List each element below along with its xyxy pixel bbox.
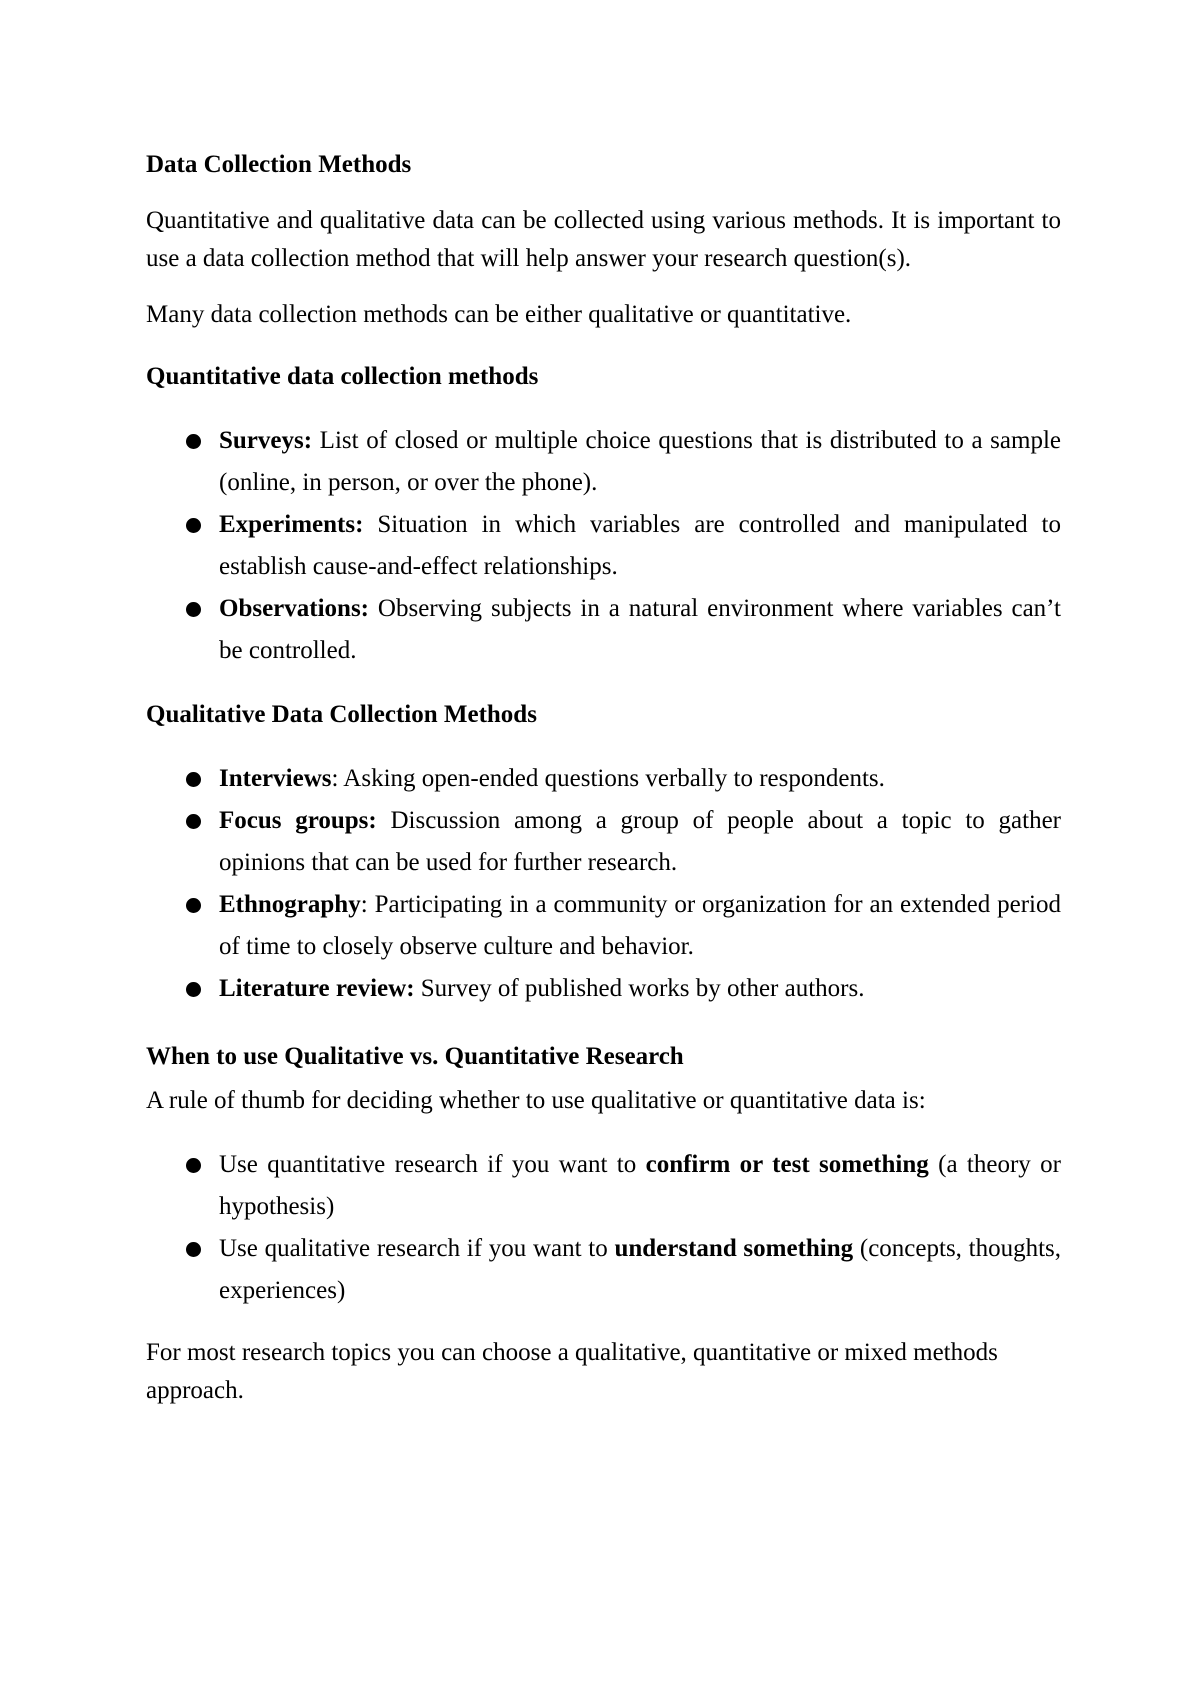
bullet-icon bbox=[186, 898, 201, 913]
intro-note: Many data collection methods can be either qualitative or quantitative. bbox=[146, 301, 852, 328]
item-term: Interviews bbox=[219, 765, 332, 792]
item-text: : Participating in a community or organization for an extended period of time to closely observe culture and behavior. bbox=[219, 891, 1061, 960]
list-item bbox=[146, 1144, 1061, 1228]
item-text: List of closed or multiple choice questions that is distributed to a sample (online, in person, or over the phone). bbox=[219, 427, 1061, 496]
item-text: Use quantitative research if you want to bbox=[219, 1151, 646, 1178]
item-emphasis: understand something bbox=[614, 1235, 854, 1262]
item-term: Focus groups: bbox=[219, 807, 377, 834]
bullet-icon bbox=[186, 814, 201, 829]
item-text: (concepts, thoughts, experiences) bbox=[219, 1235, 1061, 1304]
item-text: (a theory or hypothesis) bbox=[219, 1151, 1061, 1220]
item-term: Observations: bbox=[219, 595, 369, 622]
quantitative-heading: Quantitative data collection methods bbox=[146, 363, 539, 390]
item-term: Surveys: bbox=[219, 427, 313, 454]
quantitative-list bbox=[146, 420, 1061, 672]
document-title: Data Collection Methods bbox=[146, 151, 412, 178]
bullet-icon bbox=[186, 982, 201, 997]
closing-paragraph: For most research topics you can choose a qualitative, quantitative or mixed methods approach. bbox=[146, 1339, 998, 1404]
bullet-icon bbox=[186, 772, 201, 787]
item-emphasis: confirm or test something bbox=[645, 1151, 929, 1178]
list-item bbox=[146, 420, 1061, 504]
when-list bbox=[146, 1144, 1061, 1312]
list-item bbox=[146, 504, 1061, 588]
list-item bbox=[146, 588, 1061, 672]
intro-paragraph: Quantitative and qualitative data can be collected using various methods. It is important to use a data collection method that will help answer your research question(s). bbox=[146, 207, 1061, 272]
bullet-icon bbox=[186, 1158, 201, 1173]
item-term: Ethnography bbox=[219, 891, 361, 918]
item-text: : Asking open-ended questions verbally to respondents. bbox=[331, 765, 885, 792]
list-item bbox=[146, 758, 1061, 800]
list-item bbox=[146, 884, 1061, 968]
list-item bbox=[146, 1228, 1061, 1312]
bullet-icon bbox=[186, 602, 201, 617]
item-text: Situation in which variables are controlled and manipulated to establish cause-and-effect relationships. bbox=[219, 511, 1061, 580]
rule-of-thumb: A rule of thumb for deciding whether to use qualitative or quantitative data is: bbox=[146, 1087, 926, 1114]
document-page bbox=[146, 146, 1061, 1410]
item-text: Observing subjects in a natural environment where variables can’t be controlled. bbox=[219, 595, 1061, 664]
when-heading: When to use Qualitative vs. Quantitative Research bbox=[146, 1043, 684, 1070]
qualitative-heading: Qualitative Data Collection Methods bbox=[146, 701, 537, 728]
list-item bbox=[146, 800, 1061, 884]
qualitative-list bbox=[146, 758, 1061, 1010]
item-text: Use qualitative research if you want to bbox=[219, 1235, 615, 1262]
item-text: Survey of published works by other authors. bbox=[414, 975, 865, 1002]
item-text: Discussion among a group of people about a topic to gather opinions that can be used for further research. bbox=[219, 807, 1061, 876]
bullet-icon bbox=[186, 434, 201, 449]
bullet-icon bbox=[186, 1242, 201, 1257]
bullet-icon bbox=[186, 518, 201, 533]
item-term: Experiments: bbox=[219, 511, 364, 538]
item-term: Literature review: bbox=[219, 975, 415, 1002]
list-item bbox=[146, 968, 1061, 1010]
